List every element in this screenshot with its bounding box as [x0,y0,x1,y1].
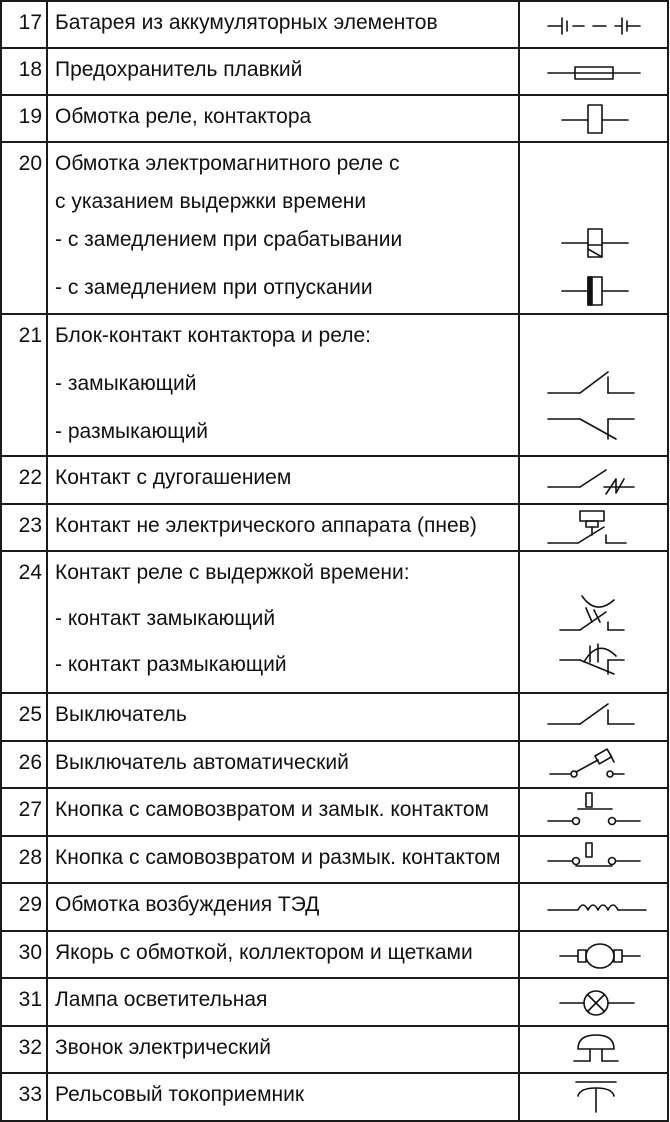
row-number: 31 [1,978,47,1026]
symbol-cell [519,551,668,693]
row-number: 33 [1,1073,47,1121]
field-winding-icon [520,884,669,932]
table-row [1,788,668,836]
table-row [1,551,668,693]
symbol-cell [519,931,668,978]
row-number: 25 [1,693,47,741]
fuse-icon [520,49,669,96]
rail-current-collector-icon [520,1074,669,1122]
table-row [1,931,668,978]
contact-make-icon [548,372,634,393]
row-number: 28 [1,836,47,883]
table-row [1,978,668,1026]
description-line: Блок-контакт контактора и реле: [55,324,371,347]
description-line: Контакт с дугогашением [55,466,292,489]
table-row [1,456,668,504]
row-number: 30 [1,931,47,978]
description-line: Лампа осветительная [55,988,268,1011]
description-line: Кнопка с самовозвратом и замык. контактом [55,798,489,821]
row-number: 24 [1,551,47,693]
row-description [47,883,519,931]
table-row [1,883,668,931]
description-line: - замыкающий [55,372,197,395]
description-line: Обмотка электромагнитного реле с [55,152,400,175]
pneumatic-contact-icon [520,505,669,552]
symbol-cell [519,693,668,741]
armature-icon [520,932,669,979]
battery-icon [520,2,669,49]
symbol-cell [519,1,668,48]
description-line: Обмотка реле, контактора [55,105,312,128]
symbol-cell [519,836,668,883]
row-description [47,978,519,1026]
description-line: Звонок электрический [55,1036,271,1059]
row-number: 20 [1,142,47,314]
symbol-cell [519,978,668,1026]
row-description [47,314,519,456]
description-line: - контакт размыкающий [55,653,287,676]
row-description [47,741,519,788]
symbol-cell [519,1026,668,1073]
row-description [47,836,519,883]
symbol-cell [519,456,668,504]
switch-icon [520,694,669,742]
symbol-cell [519,95,668,142]
description-line: Рельсовый токоприемник [55,1083,305,1106]
row-description [47,551,519,693]
row-number: 19 [1,95,47,142]
table-row [1,1,668,48]
row-number: 32 [1,1026,47,1073]
description-line: Предохранитель плавкий [55,58,303,81]
row-number: 27 [1,788,47,836]
symbol-cell [519,883,668,931]
pushbutton-break-icon [520,837,669,884]
table-row [1,95,668,142]
description-line: Батарея из аккумуляторных элементов [55,11,438,34]
row-number: 29 [1,883,47,931]
time-delay-break-contact-icon [560,644,624,674]
row-number: 18 [1,48,47,95]
relay-coil-delay-off-icon [562,277,628,305]
row-description [47,1,519,48]
table-row [1,836,668,883]
symbol-cell [519,142,668,314]
row-description [47,48,519,95]
description-line: - с замедлением при отпускании [55,276,373,299]
table-row [1,314,668,456]
description-line: - с замедлением при срабатывании [55,228,403,251]
symbol-cell [519,788,668,836]
description-line: Выключатель автоматический [55,751,349,774]
row-number: 22 [1,456,47,504]
description-line: Якорь с обмоткой, коллектором и щетками [55,941,473,964]
arc-suppression-contact-icon [520,457,669,505]
relay-coil-icon [520,96,669,143]
description-line: - размыкающий [55,420,208,443]
description-line: Контакт не электрического аппарата (пнев) [55,514,477,537]
table-row [1,1073,668,1121]
symbol-cell [519,1073,668,1121]
row-description [47,788,519,836]
pushbutton-make-icon [520,789,669,837]
row-description [47,1026,519,1073]
description-line: Обмотка возбуждения ТЭД [55,893,320,916]
table-row [1,1026,668,1073]
table-row [1,693,668,741]
row-number: 26 [1,741,47,788]
contact-break-icon [548,419,634,439]
row-number: 21 [1,314,47,456]
table-row [1,504,668,551]
row-description [47,1073,519,1121]
row-description [47,693,519,741]
description-line: Выключатель [55,703,187,726]
row-number: 17 [1,1,47,48]
table-row [1,48,668,95]
row-description [47,95,519,142]
table-row [1,142,668,314]
relay-coil-delay-on-icon [562,229,628,257]
description-line: Контакт реле с выдержкой времени: [55,561,410,584]
description-line: с указанием выдержки времени [55,190,367,213]
row-description [47,142,519,314]
circuit-breaker-icon [520,742,669,789]
table-row [1,741,668,788]
symbol-cell [519,48,668,95]
description-line: Кнопка с самовозвратом и размык. контактом [55,846,501,869]
row-description [47,931,519,978]
symbol-cell [519,741,668,788]
row-number: 23 [1,504,47,551]
bell-icon [520,1027,669,1074]
symbol-cell [519,504,668,551]
description-line: - контакт замыкающий [55,607,276,630]
row-description [47,504,519,551]
row-description [47,456,519,504]
lamp-icon [520,979,669,1027]
symbol-cell [519,314,668,456]
time-delay-make-contact-icon [560,596,624,630]
